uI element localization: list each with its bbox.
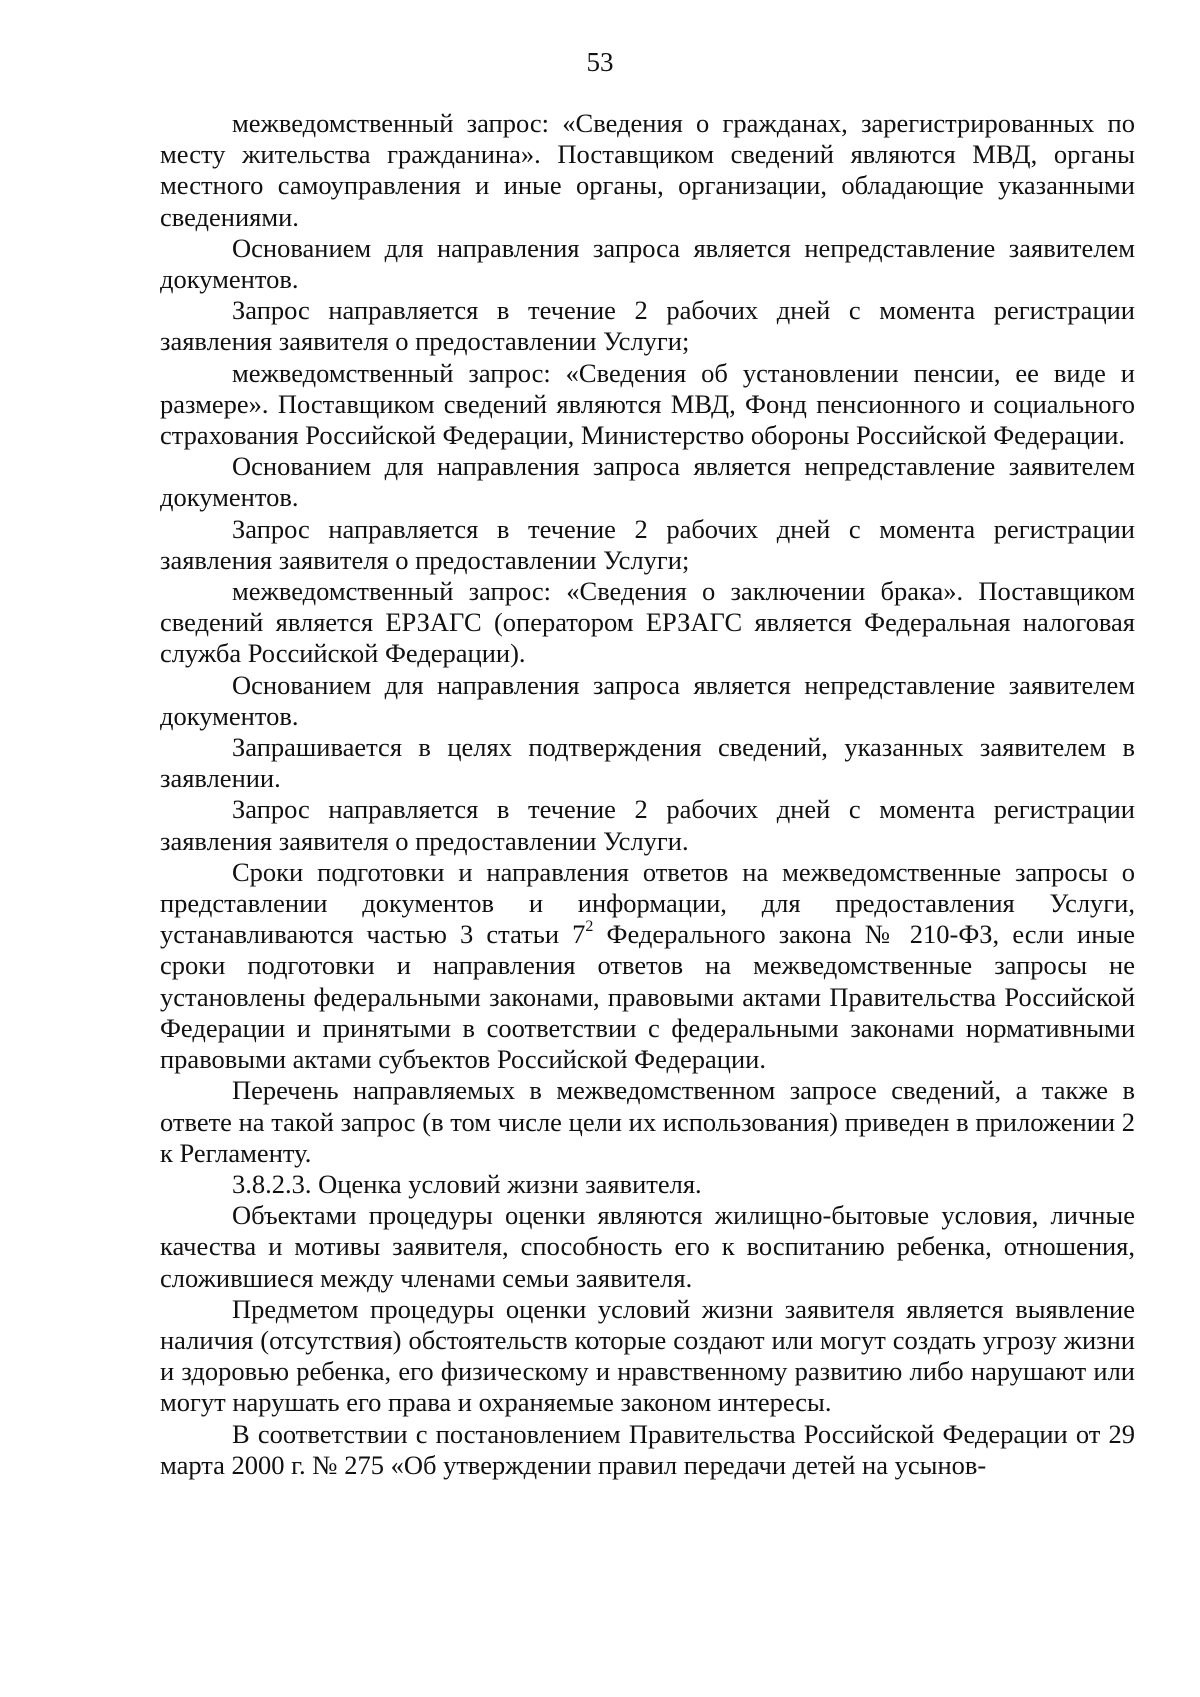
paragraph-term-1: Запрос направляется в течение 2 рабочих дней с момента регистрации заявления заявителя о предоставлении Услуги; [160, 295, 1135, 357]
paragraph-basis-1: Основанием для направления запроса является непредставление заявителем документов. [160, 232, 1135, 295]
paragraph-pension-request: межведомственный запрос: «Сведения об установлении пенсии, ее виде и размере». Поставщиком сведений являются МВД, Фонд пенсионного и социального страхования Российской Федерации, Министерство обороны Российской Федерации. [160, 357, 1135, 451]
paragraph-deadlines [160, 857, 1135, 1075]
paragraph-list-of-info: Перечень направляемых в межведомственном запросе сведений, а также в ответе на такой запрос (в том числе цели их использования) приведен в приложении 2 к Регламенту. [160, 1075, 1135, 1168]
article-superscript: 2 [585, 918, 594, 936]
paragraph-basis-2: Основанием для направления запроса является непредставление заявителем документов. [160, 451, 1135, 513]
paragraph-marriage-request: межведомственный запрос: «Сведения о заключении брака». Поставщиком сведений является ЕРЗАГС (оператором ЕРЗАГС является Федеральная налоговая служба Российской Федерации). [160, 576, 1135, 669]
paragraph-assessment-objects: Объектами процедуры оценки являются жилищно-бытовые условия, личные качества и мотивы заявителя, способность его к воспитанию ребенка, отношения, сложившиеся между членами семьи заявителя. [160, 1200, 1135, 1293]
page-number: 53 [586, 47, 614, 77]
document-body [160, 108, 1135, 1481]
section-heading-3-8-2-3: 3.8.2.3. Оценка условий жизни заявителя. [232, 1168, 702, 1199]
paragraph-term-3: Запрос направляется в течение 2 рабочих дней с момента регистрации заявления заявителя о предоставлении Услуги. [160, 794, 1135, 856]
paragraph-confirmation: Запрашивается в целях подтверждения сведений, указанных заявителем в заявлении. [160, 732, 1135, 794]
paragraph-residence-request: межведомственный запрос: «Сведения о гражданах, зарегистрированных по месту жительства гражданина». Поставщиком сведений являются МВД, органы местного самоуправления и иные органы, организации, обладающие указанными сведениями. [160, 108, 1135, 232]
paragraph-term-2: Запрос направляется в течение 2 рабочих дней с момента регистрации заявления заявителя о предоставлении Услуги; [160, 513, 1135, 575]
paragraph-assessment-subject: Предметом процедуры оценки условий жизни заявителя является выявление наличия (отсутствия) обстоятельств которые создают или могут создать угрозу жизни и здоровью ребенка, его физическому и нравственному развитию либо нарушают или могут нарушать его права и охраняемые законом интересы. [160, 1293, 1135, 1418]
paragraph-basis-3: Основанием для направления запроса является непредставление заявителем документов. [160, 669, 1135, 731]
paragraph-government-decree: В соответствии с постановлением Правительства Российской Федерации от 29 марта 2000 г. № 275 «Об утверждении правил передачи детей на усынов- [160, 1418, 1135, 1480]
deadlines-text-part2: Федерального закона № 210-ФЗ, если иные сроки подготовки и направления ответов на межведомственные запросы не установлены федеральными законами, правовыми актами Правительства Российской Федерации и принятыми в соответствии с федеральными законами нормативными правовыми актами субъектов Российской Федерации. [160, 919, 1135, 1075]
deadlines-text-part1: Сроки подготовки и направления ответов на межведомственные запросы о представлении документов и информации, для предоставления Услуги, устанавливаются частью 3 статьи 7 [160, 856, 1135, 950]
